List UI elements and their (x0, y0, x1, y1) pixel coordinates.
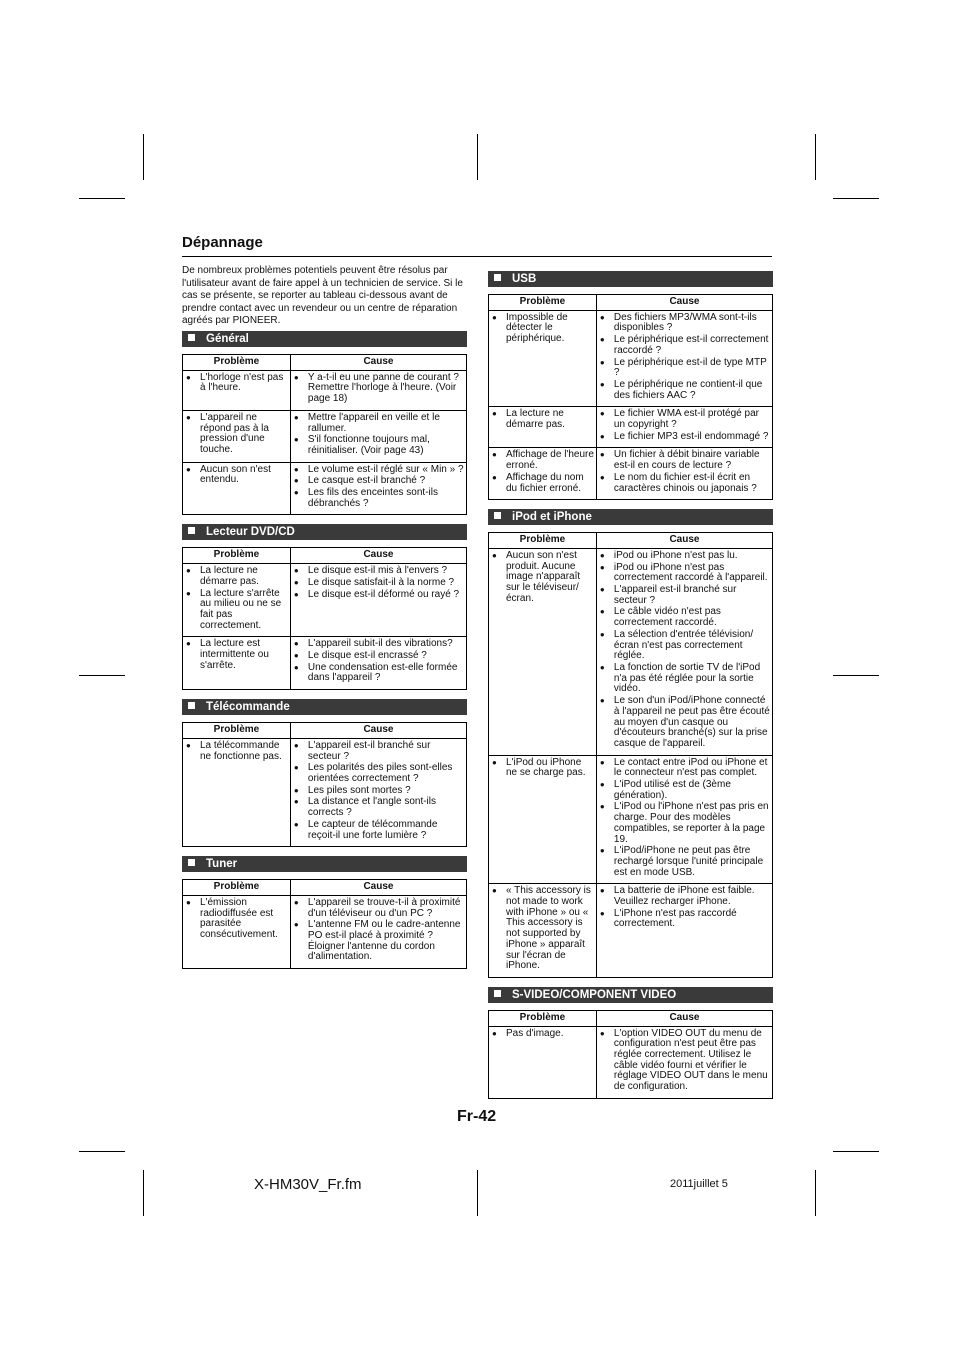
section-title: Lecteur DVD/CD (206, 526, 295, 539)
cause-list (597, 1029, 772, 1093)
list-item: ● L'iPod ou l'iPhone n'est pas pris en charge. Pour des modèles compatibles, se reporter à la page 19. (597, 802, 772, 845)
list-item: ● Affichage de l'heure erroné. (489, 450, 596, 471)
list-item: ● Le disque est-il encrassé ? (291, 651, 466, 662)
crop-mark (477, 134, 478, 180)
list-item: ● L'iPod/iPhone ne peut pas être rechargé lorsque l'unité principale est en mode USB. (597, 846, 772, 878)
table-row (183, 564, 467, 637)
list-item: ● La batterie de iPhone est faible. Veuillez recharger iPhone. (597, 886, 772, 907)
title-rule (182, 256, 772, 257)
problem-list (183, 413, 290, 456)
table-row (489, 448, 773, 500)
problem-list (183, 898, 290, 941)
square-bullet-icon (188, 527, 195, 534)
section-general (182, 331, 467, 515)
problem-list (489, 450, 596, 494)
troubleshooting-table (182, 354, 467, 515)
list-item: ● Aucun son n'est entendu. (183, 465, 290, 486)
section-header (488, 987, 773, 1003)
cause-cell (596, 448, 772, 500)
table-header-row (183, 355, 467, 371)
table-row (183, 738, 467, 846)
list-item: ● Aucun son n'est produit. Aucune image n'apparaît sur le téléviseur/écran. (489, 551, 596, 605)
list-item: ● Le disque est-il mis à l'envers ? (291, 566, 466, 577)
section-title: Télécommande (206, 701, 290, 714)
problem-cell (489, 1026, 597, 1098)
problem-list (183, 639, 290, 671)
table-header-row (183, 548, 467, 564)
cause-cell (290, 370, 466, 410)
list-item: ● La lecture s'arrête au milieu ou ne se fait pas correctement. (183, 589, 290, 632)
section-s-video-component-video (488, 987, 773, 1099)
troubleshooting-table (182, 879, 467, 969)
table-header-row (489, 1010, 773, 1026)
cause-cell (290, 462, 466, 515)
list-item: ● L'iPod utilisé est de (3ème génération). (597, 780, 772, 801)
section-usb (488, 271, 773, 500)
problem-list (489, 551, 596, 605)
list-item: ● Le périphérique ne contient-il que des fichiers AAC ? (597, 380, 772, 401)
column-header-cause: Cause (290, 355, 466, 371)
cause-list (597, 758, 772, 879)
table-row (183, 370, 467, 410)
problem-list (183, 373, 290, 394)
table-header-row (489, 533, 773, 549)
section-header (182, 524, 467, 540)
list-item: ● Le volume est-il réglé sur « Min » ? (291, 465, 466, 476)
cause-list (597, 313, 772, 402)
list-item: ● La lecture ne démarre pas. (183, 566, 290, 587)
list-item: ● L'option VIDEO OUT du menu de configuration n'est peut être pas réglée correctement. Utilisez le câble vidéo fourni et vérifier le réglage VIDEO OUT dans le menu de configuration. (597, 1029, 772, 1093)
cause-list (597, 409, 772, 442)
list-item: ● L'appareil est-il branché sur secteur ? (597, 585, 772, 606)
cause-cell (290, 895, 466, 968)
list-item: ● iPod ou iPhone n'est pas lu. (597, 551, 772, 562)
list-item: ● Des fichiers MP3/WMA sont-t-ils disponibles ? (597, 313, 772, 334)
problem-cell (489, 548, 597, 755)
footer-filename: X-HM30V_Fr.fm (254, 1176, 362, 1193)
list-item: ● Le contact entre iPod ou iPhone et le connecteur n'est pas complet. (597, 758, 772, 779)
column-header-cause: Cause (596, 1010, 772, 1026)
list-item: ● L'appareil subit-il des vibrations? (291, 639, 466, 650)
section-title: iPod et iPhone (512, 511, 592, 524)
crop-mark (143, 134, 144, 180)
table-row (489, 548, 773, 755)
list-item: ● iPod ou iPhone n'est pas correctement raccordé à l'appareil. (597, 563, 772, 584)
square-bullet-icon (188, 334, 195, 341)
problem-list (489, 409, 596, 430)
problem-cell (489, 884, 597, 978)
column-header-problem: Problème (183, 548, 291, 564)
list-item: ● L'horloge n'est pas à l'heure. (183, 373, 290, 394)
cause-list (597, 886, 772, 930)
intro-paragraph: De nombreux problèmes potentiels peuvent être résolus par l'utilisateur avant de faire appel à un technicien de service. Si le cas se présente, se reporter au tableau ci-dessous avant de prendre contact avec un revendeur ou un centre de réparation agréés par PIONEER. (182, 265, 463, 326)
crop-mark (477, 1170, 478, 1216)
troubleshooting-table (182, 722, 467, 847)
list-item: ● L'appareil est-il branché sur secteur ? (291, 741, 466, 762)
cause-list (291, 465, 466, 510)
list-item: ● La distance et l'angle sont-ils corrects ? (291, 797, 466, 818)
table-row (183, 462, 467, 515)
cause-cell (596, 310, 772, 407)
list-item: ● Pas d'image. (489, 1029, 596, 1040)
problem-cell (183, 738, 291, 846)
list-item: ● La fonction de sortie TV de l'iPod n'a pas été réglée pour la sortie vidéo. (597, 663, 772, 695)
cause-list (291, 566, 466, 600)
column-header-problem: Problème (183, 355, 291, 371)
problem-cell (183, 410, 291, 462)
list-item: ● Le périphérique est-il de type MTP ? (597, 358, 772, 379)
table-row (183, 637, 467, 690)
left-column (182, 331, 467, 978)
section-header (488, 509, 773, 525)
list-item: ● L'émission radiodiffusée est parasitée consécutivement. (183, 898, 290, 941)
list-item: ● Le casque est-il branché ? (291, 476, 466, 487)
table-header-row (489, 295, 773, 311)
list-item: ● Le fichier WMA est-il protégé par un copyright ? (597, 409, 772, 430)
cause-list (291, 413, 466, 457)
section-header (182, 331, 467, 347)
section-ipod-et-iphone (488, 509, 773, 978)
list-item: ● L'iPhone n'est pas raccordé correctement. (597, 909, 772, 930)
list-item: ● Le capteur de télécommande reçoit-il une forte lumière ? (291, 820, 466, 841)
crop-mark (79, 1151, 125, 1152)
column-header-cause: Cause (596, 533, 772, 549)
troubleshooting-table (488, 532, 773, 978)
troubleshooting-table (488, 1010, 773, 1099)
section-header (488, 271, 773, 287)
problem-list (183, 566, 290, 631)
table-row (183, 410, 467, 462)
column-header-problem: Problème (489, 533, 597, 549)
section-lecteur-dvd-cd (182, 524, 467, 690)
problem-cell (183, 895, 291, 968)
cause-cell (290, 410, 466, 462)
list-item: ● La lecture ne démarre pas. (489, 409, 596, 430)
problem-list (489, 313, 596, 345)
column-header-problem: Problème (183, 880, 291, 896)
list-item: ● Le fichier MP3 est-il endommagé ? (597, 432, 772, 443)
problem-cell (183, 462, 291, 515)
square-bullet-icon (188, 859, 195, 866)
list-item: ● Les polarités des piles sont-elles orientées correctement ? (291, 763, 466, 784)
right-column (488, 271, 773, 1108)
table-header-row (183, 880, 467, 896)
square-bullet-icon (494, 274, 501, 281)
table-row (489, 755, 773, 884)
column-header-cause: Cause (290, 723, 466, 739)
section-title: USB (512, 273, 537, 285)
table-row (489, 310, 773, 407)
problem-list (489, 758, 596, 779)
crop-mark (79, 675, 125, 676)
problem-list (489, 886, 596, 972)
problem-list (183, 465, 290, 486)
section-tuner (182, 856, 467, 969)
footer-date: 2011juillet 5 (670, 1178, 728, 1190)
cause-list (291, 741, 466, 841)
cause-list (291, 898, 466, 963)
list-item: ● Le périphérique est-il correctement raccordé ? (597, 335, 772, 356)
square-bullet-icon (188, 702, 195, 709)
troubleshooting-table (488, 294, 773, 500)
list-item: ● Les piles sont mortes ? (291, 786, 466, 797)
list-item: ● L'appareil ne répond pas à la pression d'une touche. (183, 413, 290, 456)
column-header-cause: Cause (290, 880, 466, 896)
problem-list (183, 741, 290, 762)
cause-cell (596, 407, 772, 448)
section-header (182, 856, 467, 872)
section-title: Tuner (206, 858, 238, 871)
list-item: ● Affichage du nom du fichier erroné. (489, 473, 596, 494)
list-item: ● La lecture est intermittente ou s'arrête. (183, 639, 290, 671)
section-header (182, 699, 467, 715)
section-telecommande (182, 699, 467, 847)
crop-mark (833, 1151, 879, 1152)
crop-mark (143, 1170, 144, 1216)
list-item: ● Le disque est-il déformé ou rayé ? (291, 590, 466, 601)
crop-mark (79, 198, 125, 199)
list-item: ● Le nom du fichier est-il écrit en caractères chinois ou japonais ? (597, 473, 772, 494)
list-item: ● Le câble vidéo n'est pas correctement raccordé. (597, 607, 772, 628)
cause-cell (596, 755, 772, 884)
table-row (489, 407, 773, 448)
problem-list (489, 1029, 596, 1040)
problem-cell (183, 637, 291, 690)
troubleshooting-table (182, 547, 467, 690)
list-item: ● La télécommande ne fonctionne pas. (183, 741, 290, 762)
section-title: Général (206, 333, 249, 345)
column-header-cause: Cause (290, 548, 466, 564)
crop-mark (815, 134, 816, 180)
crop-mark (833, 198, 879, 199)
list-item: ● Y a-t-il eu une panne de courant ? Remettre l'horloge à l'heure. (Voir page 18) (291, 373, 466, 405)
column-header-cause: Cause (596, 295, 772, 311)
problem-cell (183, 564, 291, 637)
list-item: ● Impossible de détecter le périphérique. (489, 313, 596, 345)
crop-mark (833, 675, 879, 676)
cause-list (291, 373, 466, 405)
problem-cell (489, 448, 597, 500)
list-item: ● Le son d'un iPod/iPhone connecté à l'appareil ne peut pas être écouté au moyen d'un casque ou d'écouteurs branché(s) sur la prise casque de l'appareil. (597, 696, 772, 750)
list-item: ● Mettre l'appareil en veille et le rallumer. (291, 413, 466, 434)
list-item: ● La sélection d'entrée télévision/écran n'est pas correctement réglée. (597, 630, 772, 662)
table-row (183, 895, 467, 968)
list-item: ● Une condensation est-elle formée dans l'appareil ? (291, 663, 466, 684)
cause-list (597, 551, 772, 750)
cause-cell (290, 738, 466, 846)
problem-cell (183, 370, 291, 410)
page-number: Fr-42 (457, 1108, 497, 1125)
cause-cell (290, 637, 466, 690)
list-item: ● L'antenne FM ou le cadre-antenne PO est-il placé à proximité ? Éloigner l'antenne du cordon d'alimentation. (291, 920, 466, 963)
list-item: ● « This accessory is not made to work with iPhone » ou « This accessory is not supported by iPhone » apparaît sur l'écran de iPhone. (489, 886, 596, 972)
square-bullet-icon (494, 990, 501, 997)
cause-cell (596, 548, 772, 755)
section-title: S-VIDEO/COMPONENT VIDEO (512, 988, 677, 1001)
cause-list (597, 450, 772, 494)
cause-cell (596, 884, 772, 978)
cause-cell (596, 1026, 772, 1098)
cause-cell (290, 564, 466, 637)
page-title: Dépannage (182, 234, 263, 251)
table-header-row (183, 723, 467, 739)
column-header-problem: Problème (489, 1010, 597, 1026)
table-row (489, 1026, 773, 1098)
list-item: ● S'il fonctionne toujours mal, réinitialiser. (Voir page 43) (291, 435, 466, 456)
table-row (489, 884, 773, 978)
list-item: ● L'iPod ou iPhone ne se charge pas. (489, 758, 596, 779)
crop-mark (815, 1170, 816, 1216)
cause-list (291, 639, 466, 684)
list-item: ● L'appareil se trouve-t-il à proximité d'un téléviseur ou d'un PC ? (291, 898, 466, 919)
column-header-problem: Problème (489, 295, 597, 311)
column-header-problem: Problème (183, 723, 291, 739)
problem-cell (489, 755, 597, 884)
square-bullet-icon (494, 512, 501, 519)
problem-cell (489, 407, 597, 448)
list-item: ● Les fils des enceintes sont-ils débranchés ? (291, 488, 466, 509)
problem-cell (489, 310, 597, 407)
list-item: ● Un fichier à débit binaire variable est-il en cours de lecture ? (597, 450, 772, 471)
list-item: ● Le disque satisfait-il à la norme ? (291, 578, 466, 589)
